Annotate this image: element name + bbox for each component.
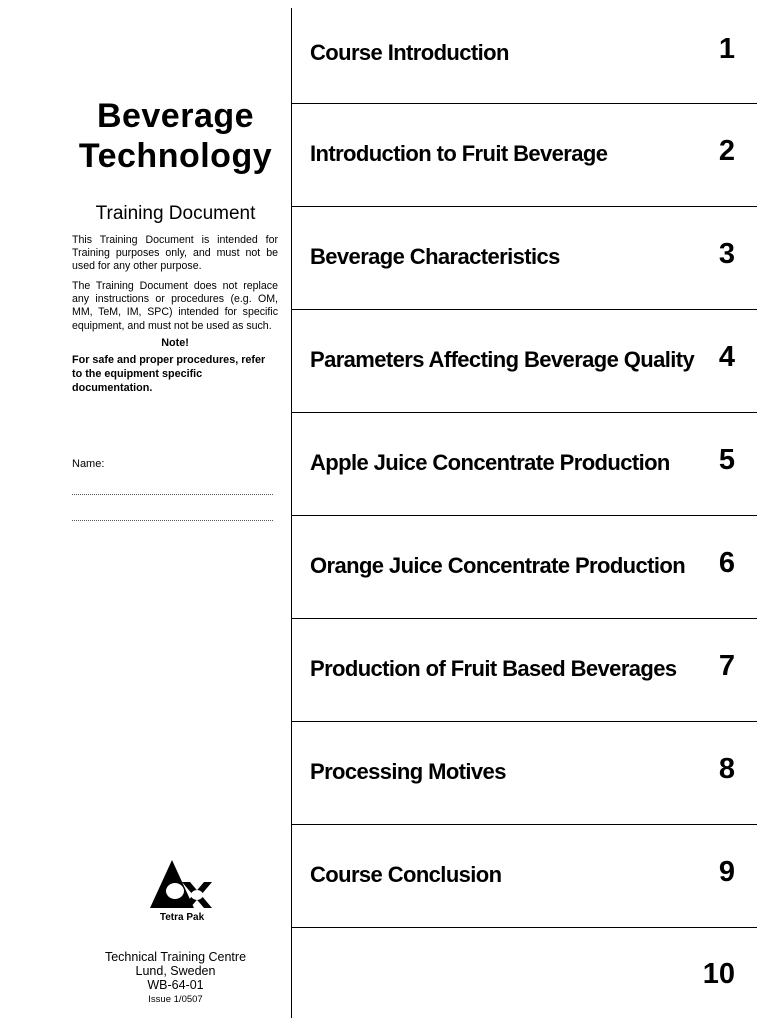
title-line-1: Beverage xyxy=(96,97,255,135)
footer-location: Lund, Sweden xyxy=(135,964,216,978)
footer-issue: Issue 1/0507 xyxy=(148,994,203,1005)
toc-row-2[interactable] xyxy=(292,103,757,207)
toc-label: Parameters Affecting Beverage Quality xyxy=(310,347,695,372)
toc-number: 3 xyxy=(718,238,735,270)
footer-centre: Technical Training Centre xyxy=(104,950,247,964)
toc-number: 4 xyxy=(718,341,735,373)
title-line-2: Technology xyxy=(78,137,273,175)
toc-label: Introduction to Fruit Beverage xyxy=(310,141,608,166)
toc-number: 7 xyxy=(718,650,735,682)
toc-label: Processing Motives xyxy=(310,759,506,784)
toc-label: Orange Juice Concentrate Production xyxy=(310,553,686,578)
toc-row-1[interactable] xyxy=(292,0,757,104)
name-label: Name: xyxy=(72,458,105,470)
toc-label: Course Introduction xyxy=(310,40,509,65)
document-subtitle: Training Document xyxy=(95,203,256,224)
toc-number: 6 xyxy=(718,547,735,579)
toc-number: 5 xyxy=(718,444,735,476)
toc-number: 2 xyxy=(718,135,735,167)
toc-label: Course Conclusion xyxy=(310,862,502,887)
toc-label: Beverage Characteristics xyxy=(310,244,560,269)
toc-row-3[interactable] xyxy=(292,206,757,310)
toc-number: 8 xyxy=(718,753,735,785)
toc-row-8[interactable] xyxy=(292,721,757,825)
note-text: For safe and proper procedures, refer to the equipment specific documentation. xyxy=(72,354,266,394)
toc-row-6[interactable] xyxy=(292,515,757,619)
toc-row-9[interactable] xyxy=(292,824,757,928)
name-dotted-line xyxy=(72,494,273,495)
table-of-contents xyxy=(292,0,757,1024)
document-title xyxy=(60,96,291,176)
toc-number: 9 xyxy=(718,856,735,888)
footer-document-code: WB-64-01 xyxy=(147,978,204,992)
purpose-paragraph: This Training Document is intended for Training purposes only, and must not be used for any other purpose. xyxy=(72,234,278,273)
toc-number: 1 xyxy=(718,33,735,65)
name-dotted-line xyxy=(72,520,273,521)
note-title: Note! xyxy=(161,337,189,349)
cover-panel xyxy=(0,0,291,1024)
toc-row-7[interactable] xyxy=(292,618,757,722)
toc-number: 10 xyxy=(702,958,735,990)
toc-row-10[interactable] xyxy=(292,927,757,1030)
toc-label: Apple Juice Concentrate Production xyxy=(310,450,670,475)
tetra-pak-logo-text: Tetra Pak xyxy=(159,912,205,923)
toc-row-5[interactable] xyxy=(292,412,757,516)
toc-label: Production of Fruit Based Beverages xyxy=(310,656,677,681)
disclaimer-paragraph: The Training Document does not replace any instructions or procedures (e.g. OM, MM, TeM, IM, SPC) intended for specific equipment, and must not be used as such. xyxy=(72,280,278,332)
toc-row-4[interactable] xyxy=(292,309,757,413)
